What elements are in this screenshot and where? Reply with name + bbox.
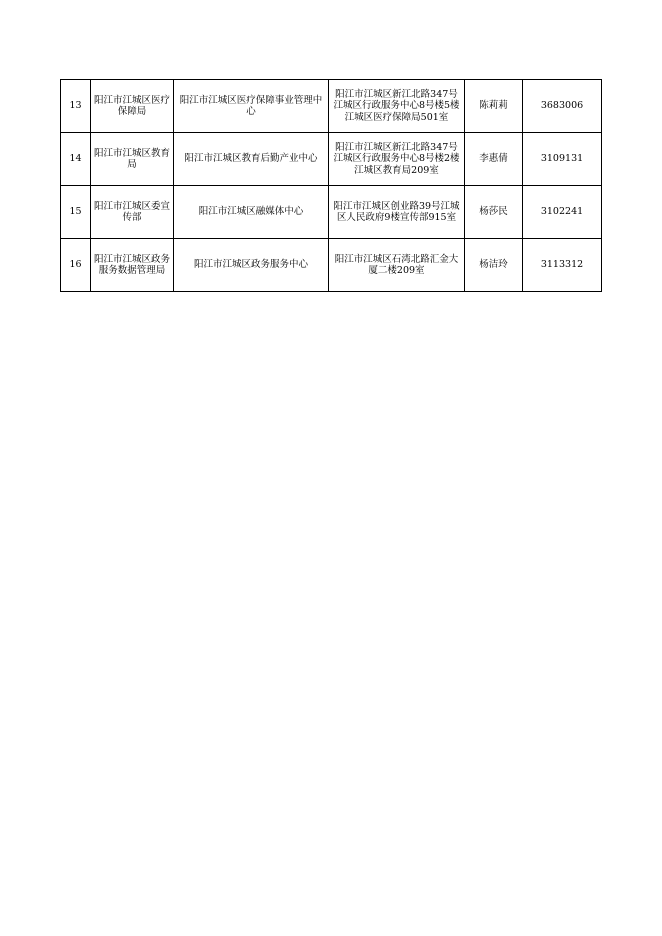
phone-cell[interactable]: 3109131 [523, 133, 602, 186]
department-cell[interactable]: 阳江市江城区委宣传部 [91, 186, 174, 239]
table-row [61, 239, 602, 292]
address-cell[interactable]: 阳江市江城区新江北路347号江城区行政服务中心8号楼5楼江城区医疗保障局501室 [329, 80, 465, 133]
row-number-cell[interactable]: 13 [61, 80, 91, 133]
contact-table [60, 79, 602, 292]
unit-cell[interactable]: 阳江市江城区教育后勤产业中心 [174, 133, 329, 186]
contact-cell[interactable]: 杨莎民 [465, 186, 523, 239]
address-cell[interactable]: 阳江市江城区新江北路347号江城区行政服务中心8号楼2楼江城区教育局209室 [329, 133, 465, 186]
unit-cell[interactable]: 阳江市江城区融媒体中心 [174, 186, 329, 239]
phone-cell[interactable]: 3683006 [523, 80, 602, 133]
phone-cell[interactable]: 3113312 [523, 239, 602, 292]
address-cell[interactable]: 阳江市江城区石湾北路汇金大厦二楼209室 [329, 239, 465, 292]
contact-cell[interactable]: 陈莉莉 [465, 80, 523, 133]
phone-cell[interactable]: 3102241 [523, 186, 602, 239]
department-cell[interactable]: 阳江市江城区医疗保障局 [91, 80, 174, 133]
row-number-cell[interactable]: 14 [61, 133, 91, 186]
unit-cell[interactable]: 阳江市江城区政务服务中心 [174, 239, 329, 292]
address-cell[interactable]: 阳江市江城区创业路39号江城区人民政府9楼宣传部915室 [329, 186, 465, 239]
unit-cell[interactable]: 阳江市江城区医疗保障事业管理中心 [174, 80, 329, 133]
department-cell[interactable]: 阳江市江城区教育局 [91, 133, 174, 186]
row-number-cell[interactable]: 15 [61, 186, 91, 239]
table-row [61, 133, 602, 186]
department-cell[interactable]: 阳江市江城区政务服务数据管理局 [91, 239, 174, 292]
row-number-cell[interactable]: 16 [61, 239, 91, 292]
table-row [61, 80, 602, 133]
spreadsheet-page [60, 79, 601, 292]
contact-cell[interactable]: 杨洁玲 [465, 239, 523, 292]
table-row [61, 186, 602, 239]
contact-cell[interactable]: 李惠倩 [465, 133, 523, 186]
